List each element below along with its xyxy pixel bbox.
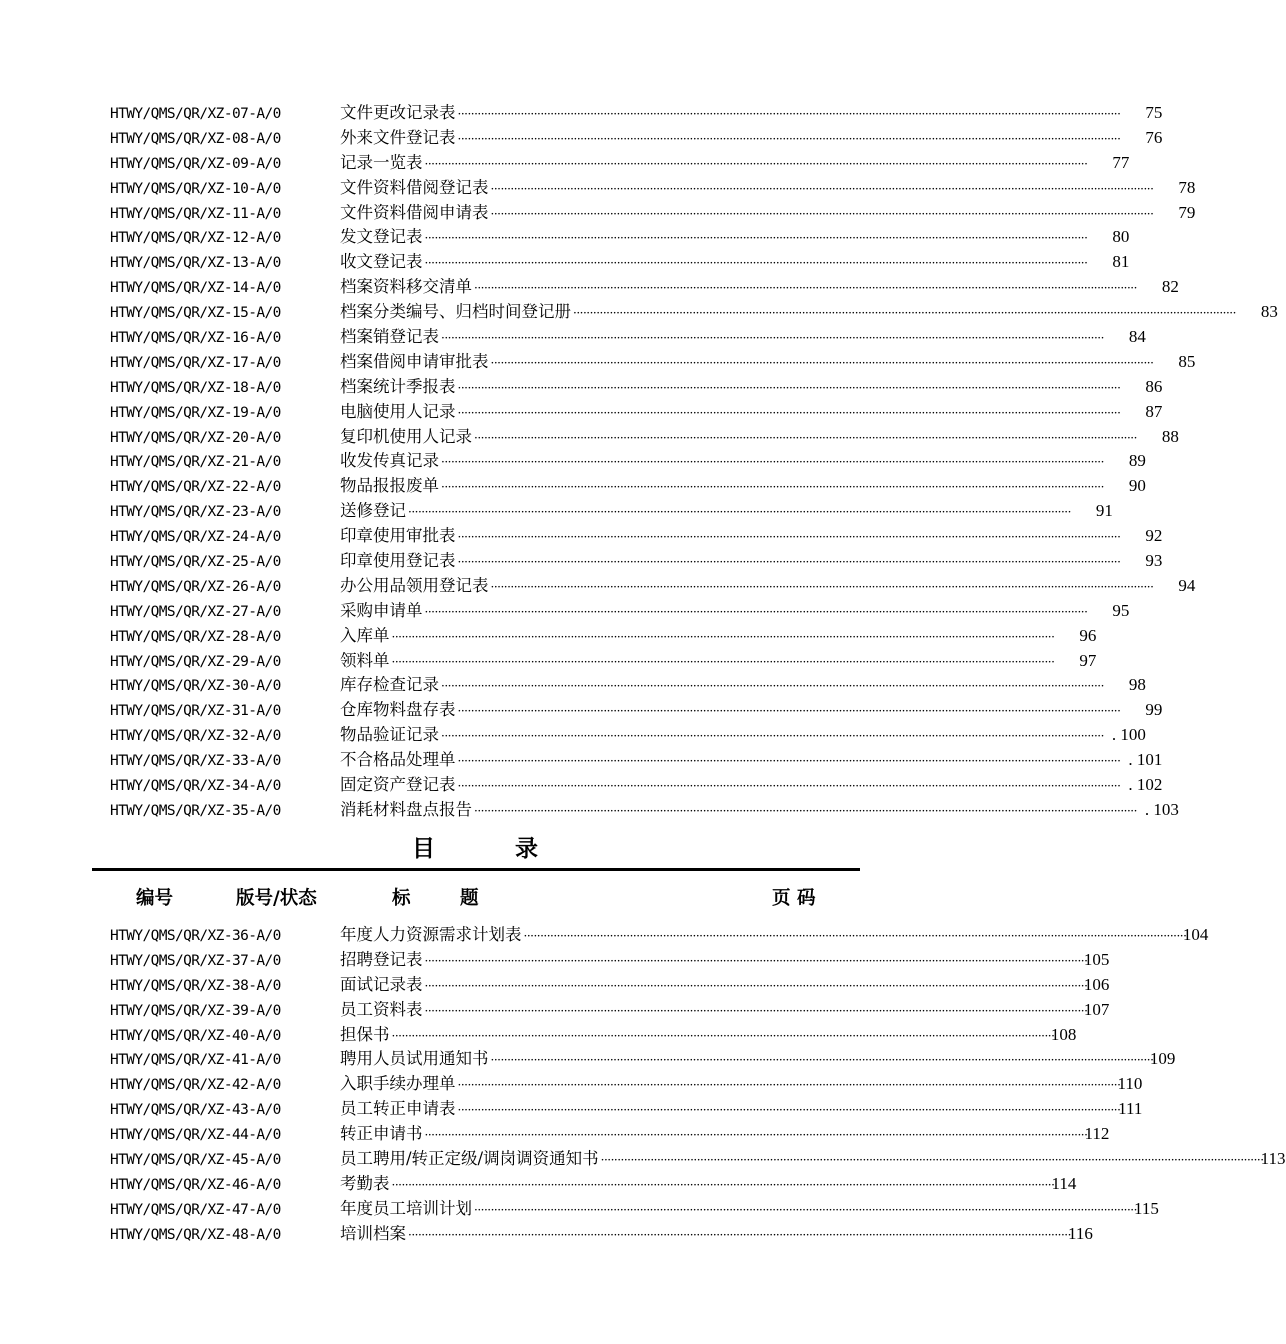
entry-title: 文件资料借阅登记表 [340,177,489,197]
entry-code: HTWY/QMS/QR/XZ-30-A/0 [110,678,281,695]
entry-page-number: 114 [1051,1173,1077,1193]
dot-leader: ········································································································································································································ [490,579,1154,594]
toc-entry [110,1197,1159,1222]
dot-leader: ········································································································································································································ [474,803,1137,818]
entry-title: 担保书 [340,1024,390,1044]
entry-title: 库存检查记录 [340,675,439,695]
entry-code: HTWY/QMS/QR/XZ-12-A/0 [110,230,281,247]
entry-page-number: 115 [1134,1198,1159,1218]
toc-entry [110,549,1163,574]
entry-title: 入职手续办理单 [340,1074,456,1094]
entry-page-number: 106 [1083,974,1110,994]
column-header-title-char-1: 标 [392,888,411,909]
entry-title: 聘用人员试用通知书 [340,1049,489,1069]
toc-entry [110,923,1209,948]
dot-leader: ········································································································································································································ [457,1103,1121,1118]
entry-code: HTWY/QMS/QR/XZ-26-A/0 [110,578,281,595]
entry-code: HTWY/QMS/QR/XZ-20-A/0 [110,429,281,446]
entry-title: 档案借阅申请审批表 [340,351,489,371]
entry-code: HTWY/QMS/QR/XZ-29-A/0 [110,653,281,670]
entry-page-number: 107 [1083,999,1110,1019]
entry-page-number: 109 [1149,1049,1176,1069]
dot-leader: ········································································································································································································ [457,779,1121,794]
entry-code: HTWY/QMS/QR/XZ-25-A/0 [110,554,281,571]
toc-entry [110,101,1163,126]
toc-entry [110,524,1163,549]
column-header-title-char-2: 题 [460,888,479,909]
entry-page-number: 86 [1145,376,1163,396]
dot-leader: ········································································································································································································ [457,530,1121,545]
entry-title: 收发传真记录 [340,451,439,471]
entry-title: 转正申请书 [340,1124,423,1144]
entry-code: HTWY/QMS/QR/XZ-41-A/0 [110,1052,281,1069]
entry-title: 面试记录表 [340,974,423,994]
entry-page-number: . 100 [1111,725,1146,745]
entry-page-number: 112 [1084,1124,1110,1144]
entry-code: HTWY/QMS/QR/XZ-07-A/0 [110,106,281,122]
dot-leader: ········································································································································································································ [441,729,1104,744]
toc-heading-char-2: 录 [515,836,538,862]
entry-title: 档案资料移交清单 [340,277,472,297]
entry-code: HTWY/QMS/QR/XZ-34-A/0 [110,778,281,795]
dot-leader: ········································································································································································································ [474,430,1137,445]
entry-page-number: 79 [1178,202,1196,222]
entry-page-number: 90 [1128,476,1146,496]
heading-divider [92,868,860,871]
entry-code: HTWY/QMS/QR/XZ-14-A/0 [110,280,281,297]
entry-page-number: 113 [1260,1149,1286,1169]
entry-page-number: 80 [1112,227,1130,247]
entry-code: HTWY/QMS/QR/XZ-24-A/0 [110,529,281,546]
entry-page-number: 110 [1117,1074,1143,1094]
entry-code: HTWY/QMS/QR/XZ-38-A/0 [110,977,281,994]
toc-entry [110,151,1130,176]
toc-entry [110,375,1163,400]
entry-title: 记录一览表 [340,152,423,172]
entry-title: 印章使用审批表 [340,526,456,546]
toc-entry [110,201,1196,226]
toc-list-main [110,923,1286,1247]
entry-page-number: 82 [1161,277,1179,297]
entry-title: 固定资产登记表 [340,775,456,795]
entry-page-number: 89 [1128,451,1146,471]
entry-code: HTWY/QMS/QR/XZ-23-A/0 [110,504,281,521]
dot-leader: ········································································································································································································ [391,1028,1055,1043]
entry-code: HTWY/QMS/QR/XZ-40-A/0 [110,1027,281,1044]
entry-title: 消耗材料盘点报告 [340,799,472,819]
column-header-row [0,884,950,914]
toc-entry [110,574,1196,599]
entry-code: HTWY/QMS/QR/XZ-08-A/0 [110,130,281,147]
column-header-version: 版号/状态 [236,888,317,909]
toc-entry [110,176,1196,201]
entry-page-number: 108 [1050,1024,1077,1044]
dot-leader: ········································································································································································································ [457,754,1121,769]
entry-title: 招聘登记表 [340,949,423,969]
entry-page-number: 97 [1079,650,1097,670]
entry-title: 员工转正申请表 [340,1099,456,1119]
toc-entry [110,998,1110,1023]
entry-title: 文件资料借阅申请表 [340,202,489,222]
toc-entry [110,624,1097,649]
entry-title: 复印机使用人记录 [340,426,472,446]
entry-code: HTWY/QMS/QR/XZ-13-A/0 [110,255,281,272]
entry-title: 培训档案 [340,1223,406,1243]
toc-entry [110,474,1146,499]
entry-page-number: 93 [1145,551,1163,571]
dot-leader: ········································································································································································································ [424,231,1088,246]
entry-title: 物品报报废单 [340,476,439,496]
entry-title: 办公用品领用登记表 [340,575,489,595]
entry-code: HTWY/QMS/QR/XZ-48-A/0 [110,1226,281,1243]
entry-page-number: . 103 [1144,799,1179,819]
entry-page-number: 87 [1145,401,1163,421]
entry-code: HTWY/QMS/QR/XZ-47-A/0 [110,1201,281,1218]
entry-title: 考勤表 [340,1173,390,1193]
toc-list-continued [110,101,1278,823]
toc-entry [110,126,1163,151]
entry-title: 印章使用登记表 [340,551,456,571]
entry-page-number: 116 [1068,1223,1093,1243]
entry-code: HTWY/QMS/QR/XZ-44-A/0 [110,1127,281,1144]
entry-page-number: 95 [1112,600,1130,620]
toc-entry [110,599,1130,624]
dot-leader: ········································································································································································································ [424,1128,1088,1143]
dot-leader: ········································································································································································································ [457,1078,1121,1093]
entry-page-number: 75 [1145,103,1163,122]
entry-title: 外来文件登记表 [340,127,456,147]
toc-entry [110,1023,1077,1048]
entry-code: HTWY/QMS/QR/XZ-19-A/0 [110,404,281,421]
entry-title: 档案分类编号、归档时间登记册 [340,302,571,322]
entry-code: HTWY/QMS/QR/XZ-09-A/0 [110,155,281,172]
entry-title: 文件更改记录表 [340,103,456,122]
toc-entry [110,748,1163,773]
dot-leader: ········································································································································································································ [523,929,1187,943]
toc-entry [110,325,1146,350]
entry-page-number: 77 [1112,152,1130,172]
dot-leader: ········································································································································································································ [424,156,1088,171]
entry-page-number: 105 [1083,949,1110,969]
dot-leader: ········································································································································································································ [474,1202,1137,1217]
entry-code: HTWY/QMS/QR/XZ-22-A/0 [110,479,281,496]
entry-page-number: 91 [1095,501,1113,521]
entry-page-number: 98 [1128,675,1146,695]
dot-leader: ········································································································································································································ [457,107,1121,121]
dot-leader: ········································································································································································································ [490,181,1154,196]
dot-leader: ········································································································································································································ [457,555,1121,570]
dot-leader: ········································································································································································································ [600,1153,1264,1168]
dot-leader: ········································································································································································································ [490,206,1154,221]
entry-page-number: 78 [1178,177,1196,197]
toc-entry [110,350,1196,375]
toc-entry [110,1097,1143,1122]
entry-title: 不合格品处理单 [340,750,456,770]
toc-entry [110,449,1146,474]
entry-page-number: 85 [1178,351,1196,371]
entry-code: HTWY/QMS/QR/XZ-28-A/0 [110,628,281,645]
entry-title: 送修登记 [340,501,406,521]
dot-leader: ········································································································································································································ [391,1177,1055,1192]
entry-title: 年度员工培训计划 [340,1198,472,1218]
entry-title: 员工聘用/转正定级/调岗调资通知书 [340,1149,599,1169]
dot-leader: ········································································································································································································ [408,505,1071,520]
toc-entry [110,400,1163,425]
toc-entry [110,250,1130,275]
entry-code: HTWY/QMS/QR/XZ-17-A/0 [110,354,281,371]
dot-leader: ········································································································································································································ [391,629,1055,644]
dot-leader: ········································································································································································································ [424,1003,1088,1018]
dot-leader: ········································································································································································································ [441,331,1104,346]
dot-leader: ········································································································································································································ [457,131,1121,146]
entry-code: HTWY/QMS/QR/XZ-27-A/0 [110,603,281,620]
toc-entry [110,773,1163,798]
entry-page-number: 94 [1178,575,1196,595]
entry-title: 入库单 [340,625,390,645]
toc-entry [110,1172,1077,1197]
toc-entry [110,1122,1110,1147]
entry-title: 员工资料表 [340,999,423,1019]
toc-entry [110,1222,1093,1247]
entry-code: HTWY/QMS/QR/XZ-45-A/0 [110,1152,281,1169]
entry-page-number: 92 [1145,526,1163,546]
entry-page-number: 111 [1118,1099,1143,1119]
toc-entry [110,1047,1176,1072]
toc-entry [110,649,1097,674]
entry-page-number: . 101 [1128,750,1163,770]
entry-code: HTWY/QMS/QR/XZ-42-A/0 [110,1077,281,1094]
entry-title: 年度人力资源需求计划表 [340,925,522,944]
entry-title: 收文登记表 [340,252,423,272]
toc-heading [0,830,950,863]
entry-title: 发文登记表 [340,227,423,247]
toc-entry [110,723,1146,748]
dot-leader: ········································································································································································································ [457,405,1121,420]
entry-code: HTWY/QMS/QR/XZ-36-A/0 [110,928,281,944]
dot-leader: ········································································································································································································ [441,679,1104,694]
entry-code: HTWY/QMS/QR/XZ-35-A/0 [110,802,281,819]
entry-title: 档案销登记表 [340,327,439,347]
dot-leader: ········································································································································································································ [424,256,1088,271]
dot-leader: ········································································································································································································ [424,953,1088,968]
dot-leader: ········································································································································································································ [408,1227,1071,1242]
entry-page-number: 83 [1260,302,1278,322]
toc-heading-char-1: 目 [412,836,435,862]
entry-page-number: 96 [1079,625,1097,645]
entry-code: HTWY/QMS/QR/XZ-21-A/0 [110,454,281,471]
entry-code: HTWY/QMS/QR/XZ-10-A/0 [110,180,281,197]
toc-entry [110,425,1179,450]
entry-code: HTWY/QMS/QR/XZ-16-A/0 [110,330,281,347]
entry-title: 电脑使用人记录 [340,401,456,421]
entry-code: HTWY/QMS/QR/XZ-18-A/0 [110,379,281,396]
column-header-page: 页 码 [772,888,816,909]
entry-code: HTWY/QMS/QR/XZ-33-A/0 [110,753,281,770]
dot-leader: ········································································································································································································ [490,355,1154,370]
toc-entry [110,673,1146,698]
entry-code: HTWY/QMS/QR/XZ-39-A/0 [110,1002,281,1019]
dot-leader: ········································································································································································································ [424,604,1088,619]
dot-leader: ········································································································································································································ [424,978,1088,993]
entry-page-number: 84 [1128,327,1146,347]
entry-page-number: . 102 [1128,775,1163,795]
entry-title: 领料单 [340,650,390,670]
entry-page-number: 76 [1145,127,1163,147]
dot-leader: ········································································································································································································ [441,480,1104,495]
entry-title: 仓库物料盘存表 [340,700,456,720]
toc-entry [110,698,1163,723]
toc-entry [110,300,1278,325]
entry-title: 物品验证记录 [340,725,439,745]
entry-title: 档案统计季报表 [340,376,456,396]
column-header-number: 编号 [136,888,174,909]
dot-leader: ········································································································································································································ [490,1053,1154,1068]
entry-code: HTWY/QMS/QR/XZ-31-A/0 [110,703,281,720]
toc-entry [110,798,1179,823]
toc-entry [110,1147,1286,1172]
entry-page-number: 88 [1161,426,1179,446]
entry-code: HTWY/QMS/QR/XZ-15-A/0 [110,305,281,322]
dot-leader: ········································································································································································································ [457,704,1121,719]
dot-leader: ········································································································································································································ [474,281,1137,296]
entry-code: HTWY/QMS/QR/XZ-43-A/0 [110,1102,281,1119]
dot-leader: ········································································································································································································ [441,455,1104,470]
entry-code: HTWY/QMS/QR/XZ-32-A/0 [110,728,281,745]
toc-entry [110,275,1179,300]
entry-page-number: 104 [1182,925,1209,944]
entry-page-number: 81 [1112,252,1130,272]
dot-leader: ········································································································································································································ [573,306,1236,321]
entry-code: HTWY/QMS/QR/XZ-46-A/0 [110,1176,281,1193]
dot-leader: ········································································································································································································ [391,654,1055,669]
entry-page-number: 99 [1145,700,1163,720]
toc-entry [110,973,1110,998]
entry-title: 采购申请单 [340,600,423,620]
dot-leader: ········································································································································································································ [457,380,1121,395]
toc-entry [110,948,1110,973]
entry-code: HTWY/QMS/QR/XZ-11-A/0 [110,205,281,222]
toc-entry [110,1072,1143,1097]
entry-code: HTWY/QMS/QR/XZ-37-A/0 [110,952,281,969]
toc-entry [110,499,1113,524]
toc-entry [110,225,1130,250]
